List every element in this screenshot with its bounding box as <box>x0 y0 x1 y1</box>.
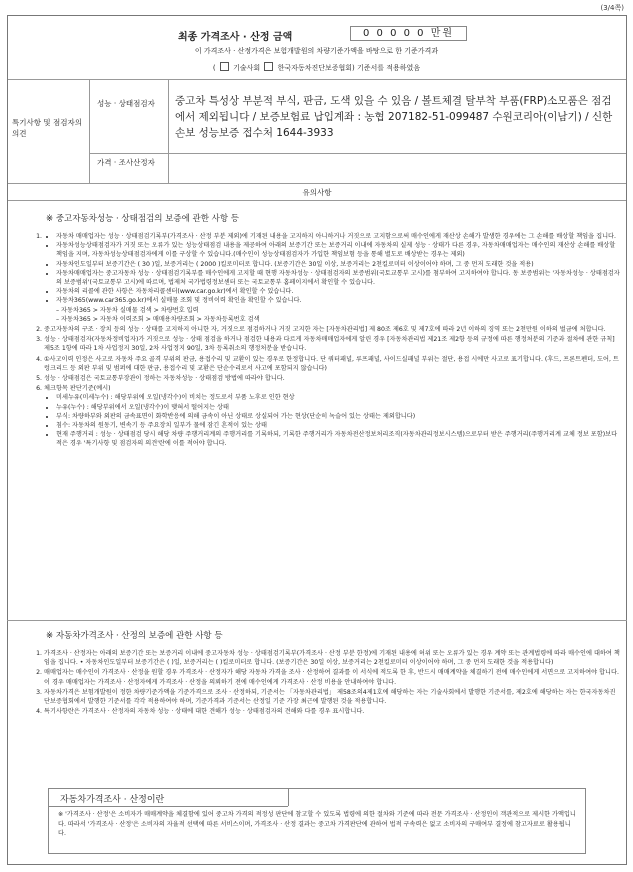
checkbox-technical-society[interactable] <box>220 62 229 71</box>
option-technical-society: 기술사회 <box>233 64 261 72</box>
footer-text: ※ '가격조사 · 산정'은 소비자가 매매계약을 체결함에 있어 중고차 가격의 적정성 판단에 참고할 수 있도록 법령에 의한 절차와 기준에 따라 전문 가격조사 · 산정인이 객관적으로 제시한 가액입니다. 따라서 '가격조사 · 산정'은 소비자의 자율적 선택에 따른 서비스이며, 가격조사 · 산정 결과는 중고차 가격판단에 관하여 법적 구속력은 없고 소비자의 구매여부 결정에 참고자료로 활용됩니다. <box>58 811 576 837</box>
list-item: 2. 중고자동차의 구조 · 장치 등의 성능 · 상태를 고지하지 아니한 자, 거짓으로 점검하거나 거짓 고지한 자는 [자동차관리법] 제 80조 제6호 및 제7호에 따라 2년 이하의 징역 또는 2천만원 이하의 벌금에 처합니다. <box>44 325 620 334</box>
list-item <box>44 232 620 324</box>
notes-title: 유의사항 <box>302 188 332 197</box>
check-criteria-title: 체크항목 판단기준(예시) <box>44 385 111 393</box>
list-item: 5. 성능 · 상태점검은 국토교통부장관이 정하는 자동차성능 · 상태점검 방법에 따라야 합니다. <box>44 374 620 383</box>
list-item: • 침수: 자동차의 원동기, 변속기 등 주요장치 일부가 물에 잠긴 흔적이 있는 상태 <box>56 421 620 430</box>
list-item: • 자동차인도일부터 보증기간은 ( 30 )일, 보증거리는 ( 2000 )킬로미터로 합니다. (보증기간은 30일 이상, 보증거리는 2천킬로미터 이상이어야 하며, 그 중 먼저 도래한 것을 적용) <box>56 260 620 269</box>
list-item: • 누유(누수) : 해당부위에서 오일(냉각수)이 맺혀서 떨어지는 상태 <box>56 403 620 412</box>
list-item <box>56 296 620 324</box>
list-item: 2. 매매업자는 매수인이 가격조사 · 산정을 원할 경우 가격조사 · 산정자가 해당 자동차 가격을 조사 · 산정하여 결과를 이 서식에 적도록 한 후, 반드시 매매계약을 체결하기 전에 매수인에게 서면으로 고지하여야 합니다. 이 경우 매매업자는 가격조사 · 산정자에게 가격조사 · 산정을 의뢰하기 전에 매수인에게 가격조사 · 산정 비용을 안내하여야 합니다. <box>44 668 620 686</box>
special-notes-label: 특기사항 및 점검자의 의견 <box>12 118 82 138</box>
divider <box>89 153 626 154</box>
list-item: 1. 가격조사 · 산정자는 아래의 보증기간 또는 보증거리 이내에 중고자동차 성능 · 상태점검기록부(가격조사 · 산정 부분 한정)에 기재된 내용에 허위 또는 오류가 있는 경우 계약 또는 관계법령에 따라 매수인에 대하여 책임을 집니다. • 자동차인도일부터 보증기간은 ( )일, 보증거리는 ( )킬로미터로 합니다. (보증기간은 30일 이상, 보증거리는 2천킬로미터 이상이어야 하며, 그 중 먼저 도래한 것을 적용합니다) <box>44 649 620 667</box>
list-item: 3. 성능 · 상태점검자(자동차정비업자)가 거짓으로 성능 · 상태 점검을 하거나 점검한 내용과 다르게 자동차매매업자에게 알린 경우 [자동차관리법 제21조 제2항 등의 규정에 따른 행정처분의 기준과 절차에 관한 규칙] 제5조 1항에 따라 1차 사업정지 30일, 2차 사업정지 90일, 3차 등록취소의 행정처분을 받습니다. <box>44 335 620 353</box>
divider <box>288 788 289 806</box>
section2-list <box>30 649 620 717</box>
divider <box>48 806 288 807</box>
list-item-subtext: – 자동차365 > 자동차 실매물 검색 > 차량번호 입력 <box>56 306 199 314</box>
divider <box>8 79 626 80</box>
section1-title: ※ 중고자동차성능 · 상태점검의 보증에 관한 사항 등 <box>46 214 239 224</box>
list-item: • 현재 주행거리 : 성능 · 상태점검 당시 해당 차량 주행거리계의 주행거리를 기록하되, 기록한 주행거리가 자동차전산정보처리조직(자동차관리정보시스템)으로부터 받은 주행거리(주행거리계 교체 정보 포함)보다 적은 경우 '특기사항 및 점검자의 의견'란에 이를 적어야 합니다. <box>56 430 620 448</box>
summary-basis <box>0 62 633 73</box>
list-item-subtext: – 자동차365 > 자동차 이력조회 > 매매용차량조회 > 자동차등록번호 검색 <box>56 315 260 323</box>
divider <box>8 183 626 184</box>
price-assessor-label: 가격 · 조사산정자 <box>97 158 155 167</box>
list-item <box>44 384 620 448</box>
divider <box>168 79 169 183</box>
divider <box>8 200 626 201</box>
page-number: (3/4쪽) <box>600 4 624 12</box>
summary-description: 이 가격조사 · 산정가격은 보험개발원의 차량기준가액을 바탕으로 한 기준가격과 <box>194 47 439 55</box>
list-item: • 자동차성능상태점검자가 거짓 또는 오류가 있는 성능상태점검 내용을 제공하여 아래의 보증기간 또는 보증거리 이내에 자동차의 실제 성능 · 상태가 다른 경우, 자동차매매업자는 매수인의 재산상 손해를 배상할 책임을 지며, 자동차성능상태점검자에게 이를 구상할 수 있습니다.(매수인이 성능상태점검자가 가입한 책임보험 등을 통해 별도로 배상받는 경우는 제외) <box>56 241 620 259</box>
list-item: 4. 특기사항란은 가격조사 · 산정자의 자동차 성능 · 상태에 대한 견해가 성능 · 상태점검자의 견해와 다를 경우 표시합니다. <box>44 707 620 716</box>
basis-prefix: ( <box>212 64 216 72</box>
list-item: 3. 자동차가격은 보험개발원이 정한 차량기준가액을 기준가격으로 조사 · 산정하되, 기준서는 「자동차관리법」 제58조의4제1호에 해당하는 자는 기술사회에서 발행한 기준서를, 제2호에 해당하는 자는 한국자동차진단보증협회에서 발행한 기준서를 각각 적용하여야 하며, 기준가격과 기준서는 산정일 기준 가장 최근에 발행된 것을 적용합니다. <box>44 688 620 706</box>
list-item: 4. ①사고이력 인정은 사고로 자동차 주요 골격 부위의 판금, 용접수리 및 교환이 있는 경우로 한정합니다. 단 쿼터패널, 루프패널, 사이드실패널 부위는 절단, 용접 시에만 사고로 표기합니다. (후드, 프론트펜더, 도어, 트렁크리드 등 외판 부위 및 범퍼에 대한 판금, 용접수리 및 교환은 단순수리로서 사고에 포함되지 않습니다) <box>44 355 620 373</box>
list-item: • 자동차의 리콜에 관한 사항은 자동차리콜센터(www.car.go.kr)에서 확인할 수 있습니다. <box>56 287 620 296</box>
footer-title: 자동차가격조사 · 산정이란 <box>60 795 165 805</box>
list-item-text: 자동차365(www.car365.go.kr)에서 실매물 조회 및 정비이력 확인을 확인할 수 있습니다. <box>56 297 302 305</box>
option-diagnosis-association: 한국자동차진단보증협회) 기준서를 적용하였음 <box>277 64 421 72</box>
divider <box>89 79 90 183</box>
section2-title: ※ 자동차가격조사 · 산정의 보증에 관한 사항 등 <box>46 631 223 641</box>
list-item: • 부식: 차량하부와 외판의 금속표면이 화학반응에 의해 금속이 아닌 상태로 상실되어 가는 현상(단순히 녹슬어 있는 상태는 제외합니다) <box>56 412 620 421</box>
list-item: • 자동차매매업자는 중고자동차 성능 · 상태점검기록부를 매수인에게 고지할 때 현행 자동차성능 · 상태점검자의 보증범위(국토교통부 고시)를 첨부하여 고지하여야 합니다. 동 보증범위는 '자동차성능 · 상태점검자의 보증범위'(국토교통부 고시)에 따르며, 법제처 국가법령정보센터 또는 국토교통부 홈페이지에서 확인할 수 있습니다. <box>56 269 620 287</box>
checkbox-diagnosis-association[interactable] <box>264 62 273 71</box>
summary-title: 최종 가격조사 · 산정 금액 <box>178 32 293 43</box>
section1-list <box>30 232 620 450</box>
list-item: • 미세누유(미세누수) : 해당부위에 오일(냉각수)이 비치는 정도로서 부품 노후로 인한 현상 <box>56 393 620 402</box>
list-item: • 1. 자동차 매매업자는 성능 · 상태점검기록부(가격조사 · 산정 부분 제외)에 기재된 내용을 고지하지 아니하거나 거짓으로 고지함으로써 매수인에게 재산상 손해가 발생한 경우에는 그 손해를 배상할 책임을 집니다. <box>56 232 620 241</box>
summary-amount: 0 0 0 0 0 만원 <box>350 26 467 41</box>
divider <box>7 620 627 621</box>
condition-inspector-label: 성능 · 상태점검자 <box>97 99 155 108</box>
condition-inspector-opinion: 중고차 특성상 부분적 부식, 판금, 도색 있을 수 있음 / 볼트체결 탈부착 부품(FRP)소모품은 점검에서 제외됩니다 / 보증보험료 납입계좌 : 농협 207182-51-099487 수원코리아(이남기) / 신한손보 성능보증 접수처 1644-3933 <box>175 95 613 139</box>
